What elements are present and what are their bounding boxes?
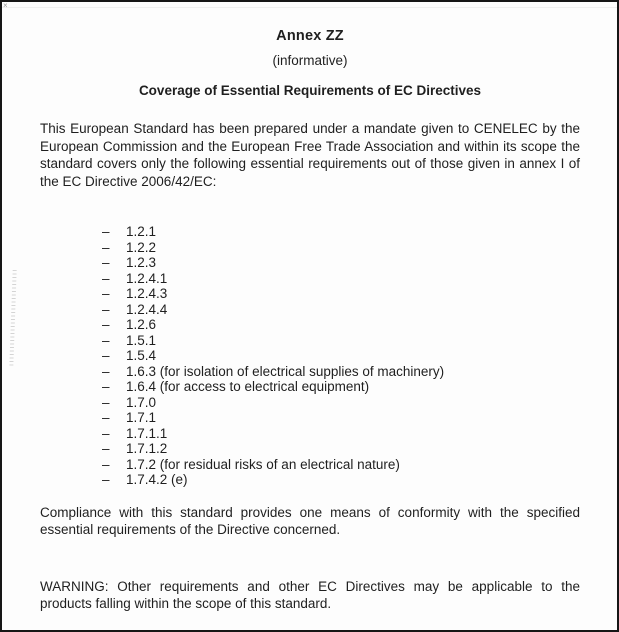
dash-bullet: – [102, 410, 110, 425]
requirement-item [102, 395, 580, 411]
dash-bullet: – [102, 472, 110, 487]
intro-paragraph: This European Standard has been prepared under a mandate given to CENELEC by the European Commission and the European Free Trade Association and within its scope the standard covers only the following essential requirements out of those given in annex I of the EC Directive 2006/42/EC: [40, 121, 580, 189]
requirement-text: 1.2.4.4 [126, 301, 168, 317]
compliance-paragraph: Compliance with this standard provides one means of conformity with the specified essential requirements of the Directive concerned. [40, 504, 580, 537]
annex-title: Annex ZZ [276, 28, 344, 44]
dash-bullet: – [102, 425, 110, 441]
dash-bullet: – [102, 379, 110, 394]
requirement-text: 1.7.1.2 [126, 441, 168, 456]
requirement-text: 1.7.1 [126, 410, 157, 425]
dash-bullet: – [102, 317, 110, 332]
document-content [2, 2, 617, 613]
requirement-item [102, 441, 580, 457]
requirement-text: 1.6.4 (for access to electrical equipment) [126, 379, 370, 394]
requirement-text: 1.2.4.3 [126, 286, 168, 301]
requirement-item [102, 255, 580, 271]
dash-bullet: – [102, 255, 110, 270]
dash-bullet: – [102, 441, 110, 456]
dash-bullet: – [102, 301, 110, 317]
requirement-text: 1.2.3 [126, 255, 157, 270]
dash-bullet: – [102, 456, 110, 472]
dash-bullet: – [102, 270, 110, 286]
section-heading: Coverage of Essential Requirements of EC Directives [138, 83, 482, 98]
requirement-item [102, 379, 580, 395]
requirement-item [102, 286, 580, 302]
requirement-text: 1.2.1 [126, 224, 157, 239]
requirement-item [102, 224, 580, 240]
requirement-item [102, 348, 580, 364]
requirement-item [102, 410, 580, 426]
requirement-item [102, 317, 580, 333]
requirement-text: 1.2.6 [126, 317, 157, 332]
requirement-item [102, 426, 580, 442]
dash-bullet: – [102, 239, 110, 255]
requirement-text: 1.5.1 [126, 332, 157, 348]
dash-bullet: – [102, 363, 110, 379]
dash-bullet: – [102, 286, 110, 301]
requirement-text: 1.2.4.1 [126, 270, 168, 286]
requirement-text: 1.2.2 [126, 239, 157, 255]
requirement-item [102, 364, 580, 380]
requirement-text: 1.7.2 (for residual risks of an electrical nature) [126, 456, 400, 472]
requirement-item [102, 271, 580, 287]
requirement-text: 1.7.1.1 [126, 425, 168, 441]
requirement-item [102, 240, 580, 256]
dash-bullet: – [102, 332, 110, 348]
dash-bullet: – [102, 348, 110, 363]
requirement-item [102, 302, 580, 318]
scan-corner-artifact: × [3, 1, 8, 10]
requirements-list [102, 224, 580, 488]
requirement-item [102, 472, 580, 488]
requirement-text: 1.7.0 [126, 394, 157, 410]
warning-paragraph: WARNING: Other requirements and other EC Directives may be applicable to the products falling within the scope of this standard. [40, 578, 580, 611]
annex-subtitle: (informative) [272, 53, 348, 68]
requirement-item [102, 457, 580, 473]
requirement-text: 1.6.3 (for isolation of electrical supplies of machinery) [126, 363, 445, 379]
dash-bullet: – [102, 224, 110, 239]
dash-bullet: – [102, 394, 110, 410]
requirement-text: 1.5.4 [126, 348, 157, 363]
requirement-item [102, 333, 580, 349]
requirement-text: 1.7.4.2 (e) [126, 472, 188, 487]
